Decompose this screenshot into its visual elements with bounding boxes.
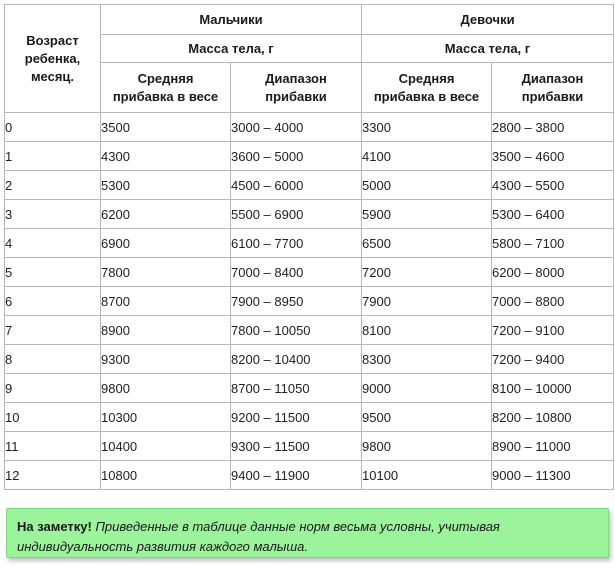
cell-boys-avg: 8700 (101, 287, 231, 316)
cell-boys-range: 7800 – 10050 (231, 316, 362, 345)
cell-girls-avg: 7200 (362, 258, 492, 287)
table-row (5, 142, 614, 171)
cell-age: 7 (5, 316, 101, 345)
table-body (5, 113, 614, 490)
table-row (5, 287, 614, 316)
cell-girls-range: 3500 – 4600 (492, 142, 614, 171)
table-row (5, 113, 614, 142)
header-girls-avg-gain-line-2: прибавка в весе (373, 88, 480, 104)
header-age-line-3: месяц. (30, 68, 75, 84)
cell-boys-avg: 4300 (101, 142, 231, 171)
table-row (5, 171, 614, 200)
header-girls-range-line-1: Диапазон (521, 70, 584, 86)
cell-boys-avg: 8900 (101, 316, 231, 345)
cell-age: 8 (5, 345, 101, 374)
cell-girls-avg: 4100 (362, 142, 492, 171)
cell-girls-range: 4300 – 5500 (492, 171, 614, 200)
cell-boys-range: 9400 – 11900 (231, 461, 362, 490)
cell-boys-range: 4500 – 6000 (231, 171, 362, 200)
cell-girls-avg: 8100 (362, 316, 492, 345)
cell-boys-avg: 10800 (101, 461, 231, 490)
cell-age: 12 (5, 461, 101, 490)
header-boys: Мальчики (101, 5, 362, 35)
note-box (6, 508, 609, 558)
cell-boys-avg: 10400 (101, 432, 231, 461)
header-age (5, 5, 101, 113)
cell-boys-avg: 9300 (101, 345, 231, 374)
header-boys-avg-gain (101, 63, 231, 113)
table-row (5, 461, 614, 490)
cell-girls-range: 8200 – 10800 (492, 403, 614, 432)
header-boys-range-line-2: прибавки (265, 88, 327, 104)
cell-boys-range: 6100 – 7700 (231, 229, 362, 258)
cell-girls-avg: 6500 (362, 229, 492, 258)
header-boys-avg-gain-line-1: Средняя (137, 70, 194, 86)
cell-age: 1 (5, 142, 101, 171)
cell-boys-range: 5500 – 6900 (231, 200, 362, 229)
cell-age: 4 (5, 229, 101, 258)
cell-girls-avg: 5000 (362, 171, 492, 200)
cell-age: 11 (5, 432, 101, 461)
cell-girls-range: 2800 – 3800 (492, 113, 614, 142)
header-boys-mass: Масса тела, г (101, 35, 362, 63)
cell-girls-range: 7200 – 9400 (492, 345, 614, 374)
header-girls-range (492, 63, 614, 113)
cell-age: 6 (5, 287, 101, 316)
cell-girls-range: 9000 – 11300 (492, 461, 614, 490)
cell-girls-avg: 9500 (362, 403, 492, 432)
cell-girls-range: 8900 – 11000 (492, 432, 614, 461)
cell-girls-range: 7000 – 8800 (492, 287, 614, 316)
cell-age: 5 (5, 258, 101, 287)
cell-girls-avg: 7900 (362, 287, 492, 316)
cell-boys-range: 3000 – 4000 (231, 113, 362, 142)
cell-girls-avg: 5900 (362, 200, 492, 229)
header-boys-avg-gain-line-2: прибавка в весе (112, 88, 219, 104)
cell-boys-avg: 9800 (101, 374, 231, 403)
cell-boys-avg: 6200 (101, 200, 231, 229)
header-girls-avg-gain (362, 63, 492, 113)
table-row (5, 258, 614, 287)
note-lead: На заметку! (17, 519, 92, 534)
table-row (5, 403, 614, 432)
header-girls-range-line-2: прибавки (521, 88, 584, 104)
table-row (5, 200, 614, 229)
header-age-line-2: ребенка, (24, 50, 81, 66)
cell-girls-range: 5300 – 6400 (492, 200, 614, 229)
cell-girls-avg: 9000 (362, 374, 492, 403)
table-row (5, 316, 614, 345)
cell-girls-avg: 10100 (362, 461, 492, 490)
header-girls: Девочки (362, 5, 614, 35)
cell-boys-range: 3600 – 5000 (231, 142, 362, 171)
cell-boys-range: 8700 – 11050 (231, 374, 362, 403)
weight-gain-table (4, 4, 614, 490)
cell-girls-range: 8100 – 10000 (492, 374, 614, 403)
header-age-line-1: Возраст (26, 32, 79, 48)
header-girls-avg-gain-line-1: Средняя (398, 70, 455, 86)
cell-boys-range: 7900 – 8950 (231, 287, 362, 316)
cell-boys-avg: 3500 (101, 113, 231, 142)
table-row (5, 432, 614, 461)
cell-boys-avg: 10300 (101, 403, 231, 432)
table-row (5, 229, 614, 258)
table-row (5, 345, 614, 374)
cell-age: 10 (5, 403, 101, 432)
cell-girls-range: 5800 – 7100 (492, 229, 614, 258)
cell-boys-range: 9200 – 11500 (231, 403, 362, 432)
cell-boys-avg: 7800 (101, 258, 231, 287)
cell-girls-avg: 9800 (362, 432, 492, 461)
header-girls-mass: Масса тела, г (362, 35, 614, 63)
cell-age: 3 (5, 200, 101, 229)
header-boys-range-line-1: Диапазон (265, 70, 327, 86)
cell-girls-avg: 8300 (362, 345, 492, 374)
cell-age: 2 (5, 171, 101, 200)
header-boys-range (231, 63, 362, 113)
note-text: Приведенные в таблице данные норм весьма условны, учитывая индивидуальность развития каждого малыша. (17, 519, 500, 554)
cell-boys-range: 8200 – 10400 (231, 345, 362, 374)
cell-age: 0 (5, 113, 101, 142)
cell-girls-range: 7200 – 9100 (492, 316, 614, 345)
cell-boys-avg: 5300 (101, 171, 231, 200)
table-row (5, 374, 614, 403)
cell-age: 9 (5, 374, 101, 403)
cell-girls-avg: 3300 (362, 113, 492, 142)
cell-boys-avg: 6900 (101, 229, 231, 258)
cell-girls-range: 6200 – 8000 (492, 258, 614, 287)
cell-boys-range: 7000 – 8400 (231, 258, 362, 287)
cell-boys-range: 9300 – 11500 (231, 432, 362, 461)
